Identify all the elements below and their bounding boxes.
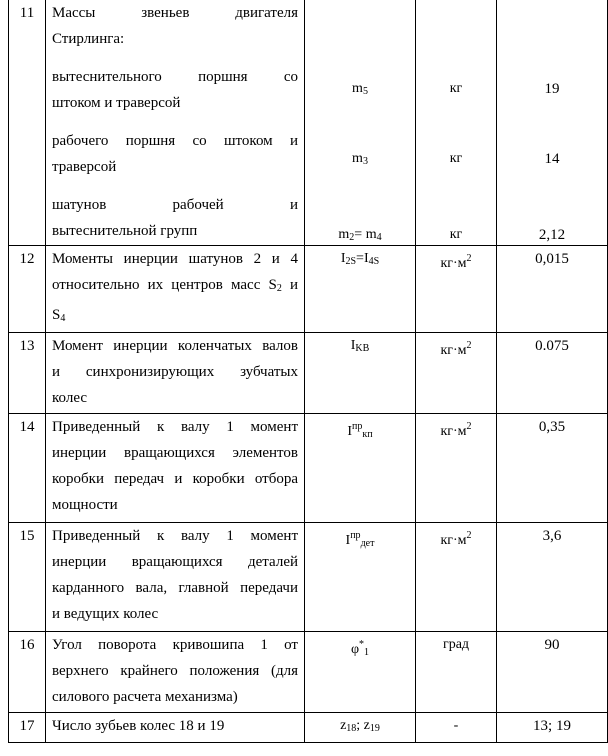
parameter-name <box>46 414 305 523</box>
name-line: Момент инерции коленчатых валов <box>52 338 298 354</box>
name-line: силового расчета механизма) <box>52 689 238 705</box>
unit-text: кг <box>449 227 463 242</box>
table-row <box>9 713 608 743</box>
document-page <box>8 0 571 743</box>
parameter-value: 3,6 <box>497 523 608 632</box>
parameter-value: 13; 19 <box>497 713 608 743</box>
parameter-unit: $кг\cdot м^2$ <box>416 414 497 523</box>
row-number: 15 <box>9 523 46 632</box>
parameter-unit: $кг\cdot м^2$ <box>416 333 497 414</box>
name-line: Стирлинга: <box>52 31 125 47</box>
parameter-symbol: $I_{2S}=I_{4S}$ <box>305 246 416 333</box>
name-line: шатунов рабочей и <box>52 197 298 213</box>
name-line: мощности <box>52 497 118 513</box>
parameter-symbol: $I^{пр}_{кп}$ <box>305 414 416 523</box>
table-row <box>9 632 608 713</box>
row-number: 12 <box>9 246 46 333</box>
table-row <box>9 0 608 246</box>
row-number: 17 <box>9 713 46 743</box>
name-line: вытеснительного поршня со <box>52 69 298 85</box>
table-row <box>9 333 608 414</box>
name-line: штоком и траверсой <box>52 95 181 111</box>
parameter-unit: $кг\cdot м^2$ <box>416 246 497 333</box>
unit-text: кг <box>449 81 463 96</box>
name-line: $S_4$ <box>52 307 66 324</box>
name-line: инерции вращающихся элементов <box>52 445 298 461</box>
parameter-name <box>46 632 305 713</box>
parameter-name <box>46 523 305 632</box>
parameter-symbol: $I_{KB}$ <box>305 333 416 414</box>
row-number: 11 <box>9 0 46 246</box>
parameter-unit <box>416 0 497 246</box>
parameter-name <box>46 246 305 333</box>
parameter-value: 90 <box>497 632 608 713</box>
name-line: и ведущих колес <box>52 606 159 622</box>
parameter-value: 0,35 <box>497 414 608 523</box>
parameter-symbol: $\varphi^*_1$ <box>305 632 416 713</box>
name-line: траверсой <box>52 159 117 175</box>
parameter-symbol: $I^{пр}_{дет}$ <box>305 523 416 632</box>
parameter-value <box>497 0 608 246</box>
name-line: Приведенный к валу 1 момент <box>52 528 298 544</box>
name-line: рабочего поршня со штоком и <box>52 133 298 149</box>
value-text: 2,12 <box>538 227 566 243</box>
parameter-value: 0.075 <box>497 333 608 414</box>
table-row <box>9 523 608 632</box>
table-row <box>9 414 608 523</box>
name-line: коробки передач и коробки отбора <box>52 471 298 487</box>
parameter-name <box>46 713 305 743</box>
name-line: вытеснительной групп <box>52 223 198 239</box>
parameter-unit: - <box>416 713 497 743</box>
name-line: Приведенный к валу 1 момент <box>52 419 298 435</box>
parameter-unit: град <box>416 632 497 713</box>
unit-text: кг <box>449 151 463 166</box>
name-line: инерции вращающихся деталей <box>52 554 298 570</box>
parameters-table <box>8 0 608 743</box>
symbol-m2-m4: $m_2= m_4$ <box>338 227 382 243</box>
name-line: Число зубьев колес 18 и 19 <box>52 718 225 734</box>
name-line: карданного вала, главной передачи <box>52 580 298 596</box>
name-line: и синхронизирующих зубчатых <box>52 364 298 380</box>
name-line: верхнего крайнего положения (для <box>52 663 298 679</box>
symbol-m5: $m_5$ <box>352 81 368 97</box>
parameter-name <box>46 333 305 414</box>
symbol-m3: $m_3$ <box>352 151 368 167</box>
name-line: Моменты инерции шатунов 2 и 4 <box>52 251 298 267</box>
name-line: Массы звеньев двигателя <box>52 5 298 21</box>
value-text: 14 <box>544 151 560 167</box>
parameter-symbol: $z_{18}$; $z_{19}$ <box>305 713 416 743</box>
table-row <box>9 246 608 333</box>
row-number: 13 <box>9 333 46 414</box>
parameter-value: 0,015 <box>497 246 608 333</box>
row-number: 14 <box>9 414 46 523</box>
name-line: колес <box>52 390 88 406</box>
parameter-name <box>46 0 305 246</box>
value-text: 19 <box>544 81 560 97</box>
name-line: Угол поворота кривошипа 1 от <box>52 637 298 653</box>
name-line: относительно их центров масс $S_2$ и <box>52 277 298 294</box>
parameter-unit: $кг\cdot м^2$ <box>416 523 497 632</box>
row-number: 16 <box>9 632 46 713</box>
parameter-symbol <box>305 0 416 246</box>
